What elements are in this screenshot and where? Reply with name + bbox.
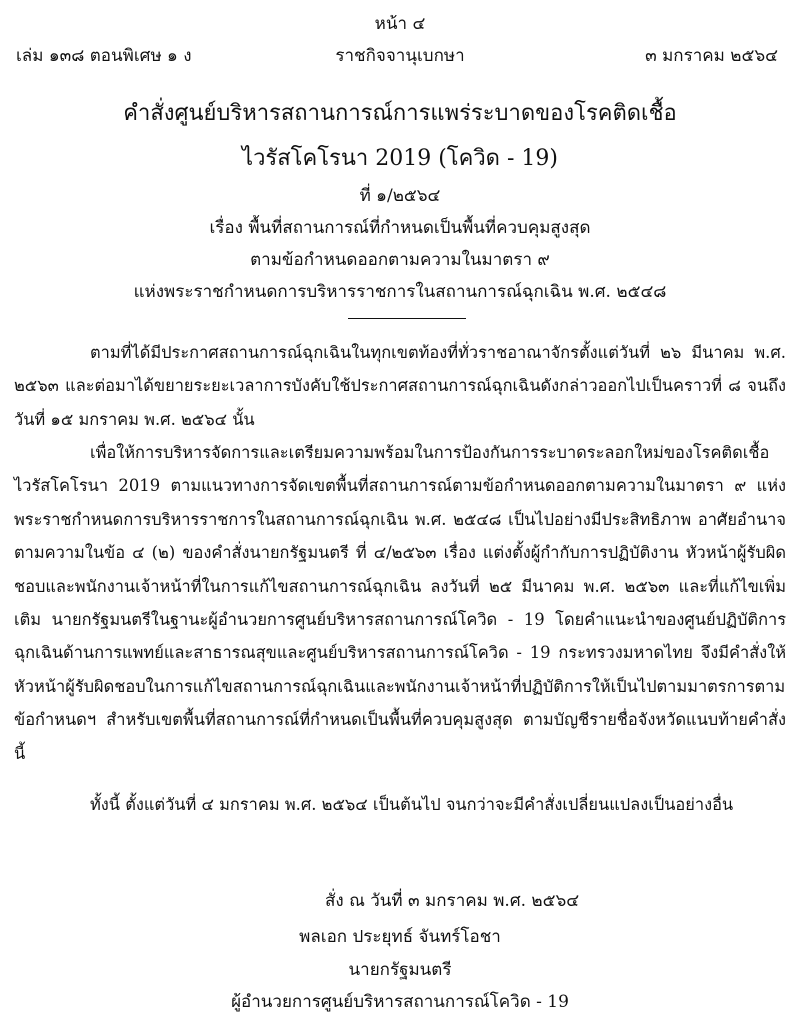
- order-title-line2: ไวรัสโคโรนา 2019 (โควิด - 19): [242, 146, 558, 171]
- signer-position-2: ผู้อำนวยการศูนย์บริหารสถานการณ์โควิด - 19: [231, 992, 569, 1012]
- body-paragraph-3: ทั้งนี้ ตั้งแต่วันที่ ๔ มกราคม พ.ศ. ๒๕๖๔ เป็นต้นไป จนกว่าจะมีคำสั่งเปลี่ยนแปลงเป็นอย่างอื่น: [90, 795, 734, 814]
- order-subject-line1: เรื่อง พื้นที่สถานการณ์ที่กำหนดเป็นพื้นที่ควบคุมสูงสุด: [209, 218, 591, 238]
- body-paragraph-1: ตามที่ได้มีประกาศสถานการณ์ฉุกเฉินในทุกเขตท้องที่ทั่วราชอาณาจักรตั้งแต่วันที่ ๒๖ มีนาคม พ.ศ. ๒๕๖๓ และต่อมาได้ขยายระยะเวลาการบังคับใช้ประกาศสถานการณ์ฉุกเฉินดังกล่าวออกไปเป็นคราวที่ ๘ จนถึงวันที่ ๑๕ มกราคม พ.ศ. ๒๕๖๔ นั้น: [14, 343, 786, 429]
- title-divider: [348, 318, 466, 319]
- signer-position-1: นายกรัฐมนตรี: [348, 960, 452, 980]
- order-subject-line3: แห่งพระราชกำหนดการบริหารราชการในสถานการณ์ฉุกเฉิน พ.ศ. ๒๕๔๘: [133, 282, 667, 302]
- order-number: ที่ ๑/๒๕๖๔: [359, 186, 441, 206]
- gazette-name: ราชกิจจานุเบกษา: [335, 46, 465, 66]
- order-title-line1: คำสั่งศูนย์บริหารสถานการณ์การแพร่ระบาดของโรคติดเชื้อ: [123, 101, 677, 126]
- issue-date: สั่ง ณ วันที่ ๓ มกราคม พ.ศ. ๒๕๖๔: [325, 891, 580, 911]
- gazette-volume: เล่ม ๑๓๘ ตอนพิเศษ ๑ ง: [16, 46, 192, 66]
- body-paragraph-2: เพื่อให้การบริหารจัดการและเตรียมความพร้อมในการป้องกันการระบาดระลอกใหม่ของโรคติดเชื้อไวรัสโคโรนา 2019 ตามแนวทางการจัดเขตพื้นที่สถานการณ์ตามข้อกำหนดออกตามความในมาตรา ๙ แห่งพระราชกำหนดการบริหารราชการในสถานการณ์ฉุกเฉิน พ.ศ. ๒๕๔๘ เป็นไปอย่างมีประสิทธิภาพ อาศัยอำนาจตามความในข้อ ๔ (๒) ของคำสั่งนายกรัฐมนตรี ที่ ๔/๒๕๖๓ เรื่อง แต่งตั้งผู้กำกับการปฏิบัติงาน หัวหน้าผู้รับผิดชอบและพนักงานเจ้าหน้าที่ในการแก้ไขสถานการณ์ฉุกเฉิน ลงวันที่ ๒๕ มีนาคม พ.ศ. ๒๕๖๓ และที่แก้ไขเพิ่มเติม นายกรัฐมนตรีในฐานะผู้อำนวยการศูนย์บริหารสถานการณ์โควิด - 19 โดยคำแนะนำของศูนย์ปฏิบัติการฉุกเฉินด้านการแพทย์และสาธารณสุขและศูนย์บริหารสถานการณ์โควิด - 19 กระทรวงมหาดไทย จึงมีคำสั่งให้หัวหน้าผู้รับผิดชอบในการแก้ไขสถานการณ์ฉุกเฉินและพนักงานเจ้าหน้าที่ปฏิบัติการให้เป็นไปตามมาตรการตามข้อกำหนดฯ สำหรับเขตพื้นที่สถานการณ์ที่กำหนดเป็นพื้นที่ควบคุมสูงสุด ตามบัญชีรายชื่อจังหวัดแนบท้ายคำสั่งนี้: [14, 443, 786, 763]
- signer-name: พลเอก ประยุทธ์ จันทร์โอชา: [299, 927, 501, 947]
- page-number: หน้า ๔: [374, 14, 426, 34]
- order-subject-line2: ตามข้อกำหนดออกตามความในมาตรา ๙: [250, 250, 550, 270]
- gazette-date: ๓ มกราคม ๒๕๖๔: [645, 46, 778, 66]
